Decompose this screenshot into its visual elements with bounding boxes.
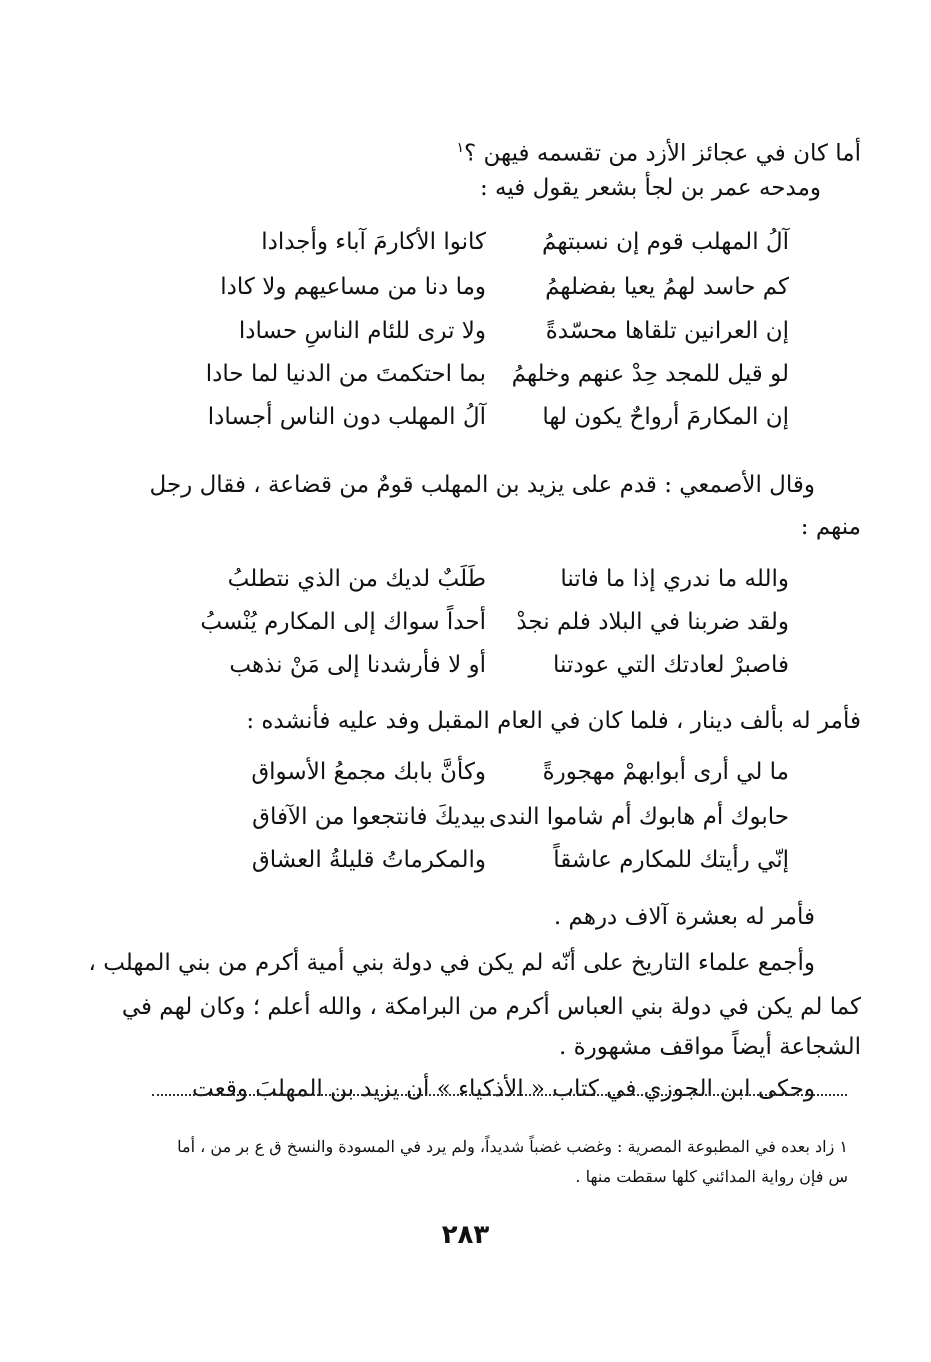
para1-line-2: كما لم يكن في دولة بني العباس أكرم من البرامكة ، والله أعلم ؛ وكان لهم في xyxy=(121,994,861,1020)
poem1-verse-1-right: آلُ المهلب قوم إن نسبتهمُ xyxy=(542,229,789,255)
asmai-line-2: منهم : xyxy=(800,514,861,540)
poem1-verse-5-right: إن المكارمَ أرواحٌ يكون لها xyxy=(542,404,789,430)
poem3-verse-2-left: بيديكَ فانتجعوا من الآفاق xyxy=(252,804,486,830)
footnote-line-2: س فإن رواية المدائني كلها سقطت منها . xyxy=(575,1167,848,1186)
reward-line-2: فأمر له بعشرة آلاف درهم . xyxy=(553,904,815,930)
poem2-verse-2-left: أحداً سواك إلى المكارم يُنْسبُ xyxy=(200,609,486,635)
page-number: ٢٨٣ xyxy=(441,1220,490,1250)
asmai-line-1: وقال الأصمعي : قدم على يزيد بن المهلب قومٌ من قضاعة ، فقال رجل xyxy=(149,472,815,498)
poem2-verse-3-left: أو لا فأرشدنا إلى مَنْ نذهب xyxy=(229,652,486,678)
reward-line-1: فأمر له بألف دينار ، فلما كان في العام المقبل وفد عليه فأنشده : xyxy=(246,708,861,734)
poem2-verse-2-right: ولقد ضربنا في البلاد فلم نجدْ xyxy=(516,609,789,635)
footnote-ref: ١ xyxy=(456,140,464,156)
intro-line-1 xyxy=(161,131,861,171)
poem1-verse-2-left: وما دنا من مساعيهم ولا كادا xyxy=(220,274,486,300)
para1-line-1: وأجمع علماء التاريخ على أنّه لم يكن في دولة بني أمية أكرم من بني المهلب ، xyxy=(88,950,815,976)
poem3-verse-1-left: وكأنَّ بابك مجمعُ الأسواق xyxy=(251,759,486,785)
poem3-verse-2-right: حابوك أم هابوك أم شاموا الندى xyxy=(489,804,789,830)
poem1-verse-4-right: لو قيل للمجد حِدْ عنهم وخلهمُ xyxy=(511,361,789,387)
poem1-verse-1-left: كانوا الأكارمَ آباء وأجدادا xyxy=(261,229,486,255)
footnote-separator xyxy=(152,1094,847,1096)
footnote-line-1-text: زاد بعده في المطبوعة المصرية : وغضب غضباً شديداً، ولم يرد في المسودة والنسخ ق ع بر من ، أما xyxy=(177,1137,835,1156)
para1-line-3: الشجاعة أيضاً مواقف مشهورة . xyxy=(559,1034,861,1060)
poem1-verse-5-left: آلُ المهلب دون الناس أجسادا xyxy=(207,404,486,430)
poem1-verse-3-left: ولا ترى للئام الناسِ حسادا xyxy=(238,318,486,344)
poem3-verse-3-left: والمكرماتُ قليلةُ العشاق xyxy=(251,847,486,873)
intro-line-1-text: أما كان في عجائز الأزد من تقسمه فيهن ؟ xyxy=(463,140,861,167)
poem2-verse-3-right: فاصبرْ لعادتك التي عودتنا xyxy=(553,652,789,678)
poem1-verse-2-right: كم حاسد لهمُ يعيا بفضلهمُ xyxy=(545,274,789,300)
intro-line-2: ومدحه عمر بن لجأ بشعر يقول فيه : xyxy=(479,175,821,201)
poem2-verse-1-left: طَلَبٌ لديك من الذي نتطلبُ xyxy=(227,566,486,592)
footnote-number: ١ xyxy=(839,1137,848,1156)
poem2-verse-1-right: والله ما ندري إذا ما فاتنا xyxy=(560,566,789,592)
footnote-line-1 xyxy=(148,1134,848,1160)
poem3-verse-3-right: إنّي رأيتك للمكارم عاشقاً xyxy=(553,847,789,873)
poem3-verse-1-right: ما لي أرى أبوابهمْ مهجورةً xyxy=(542,759,789,785)
para2-line-1: وحكى ابن الجوزي في كتاب « الأذكياء » أن يزيد بن المهلبَ وقعت xyxy=(192,1076,815,1102)
poem1-verse-4-left: بما احتكمتَ من الدنيا لما حادا xyxy=(205,361,486,387)
poem1-verse-3-right: إن العرانين تلقاها محسّدةً xyxy=(545,318,789,344)
